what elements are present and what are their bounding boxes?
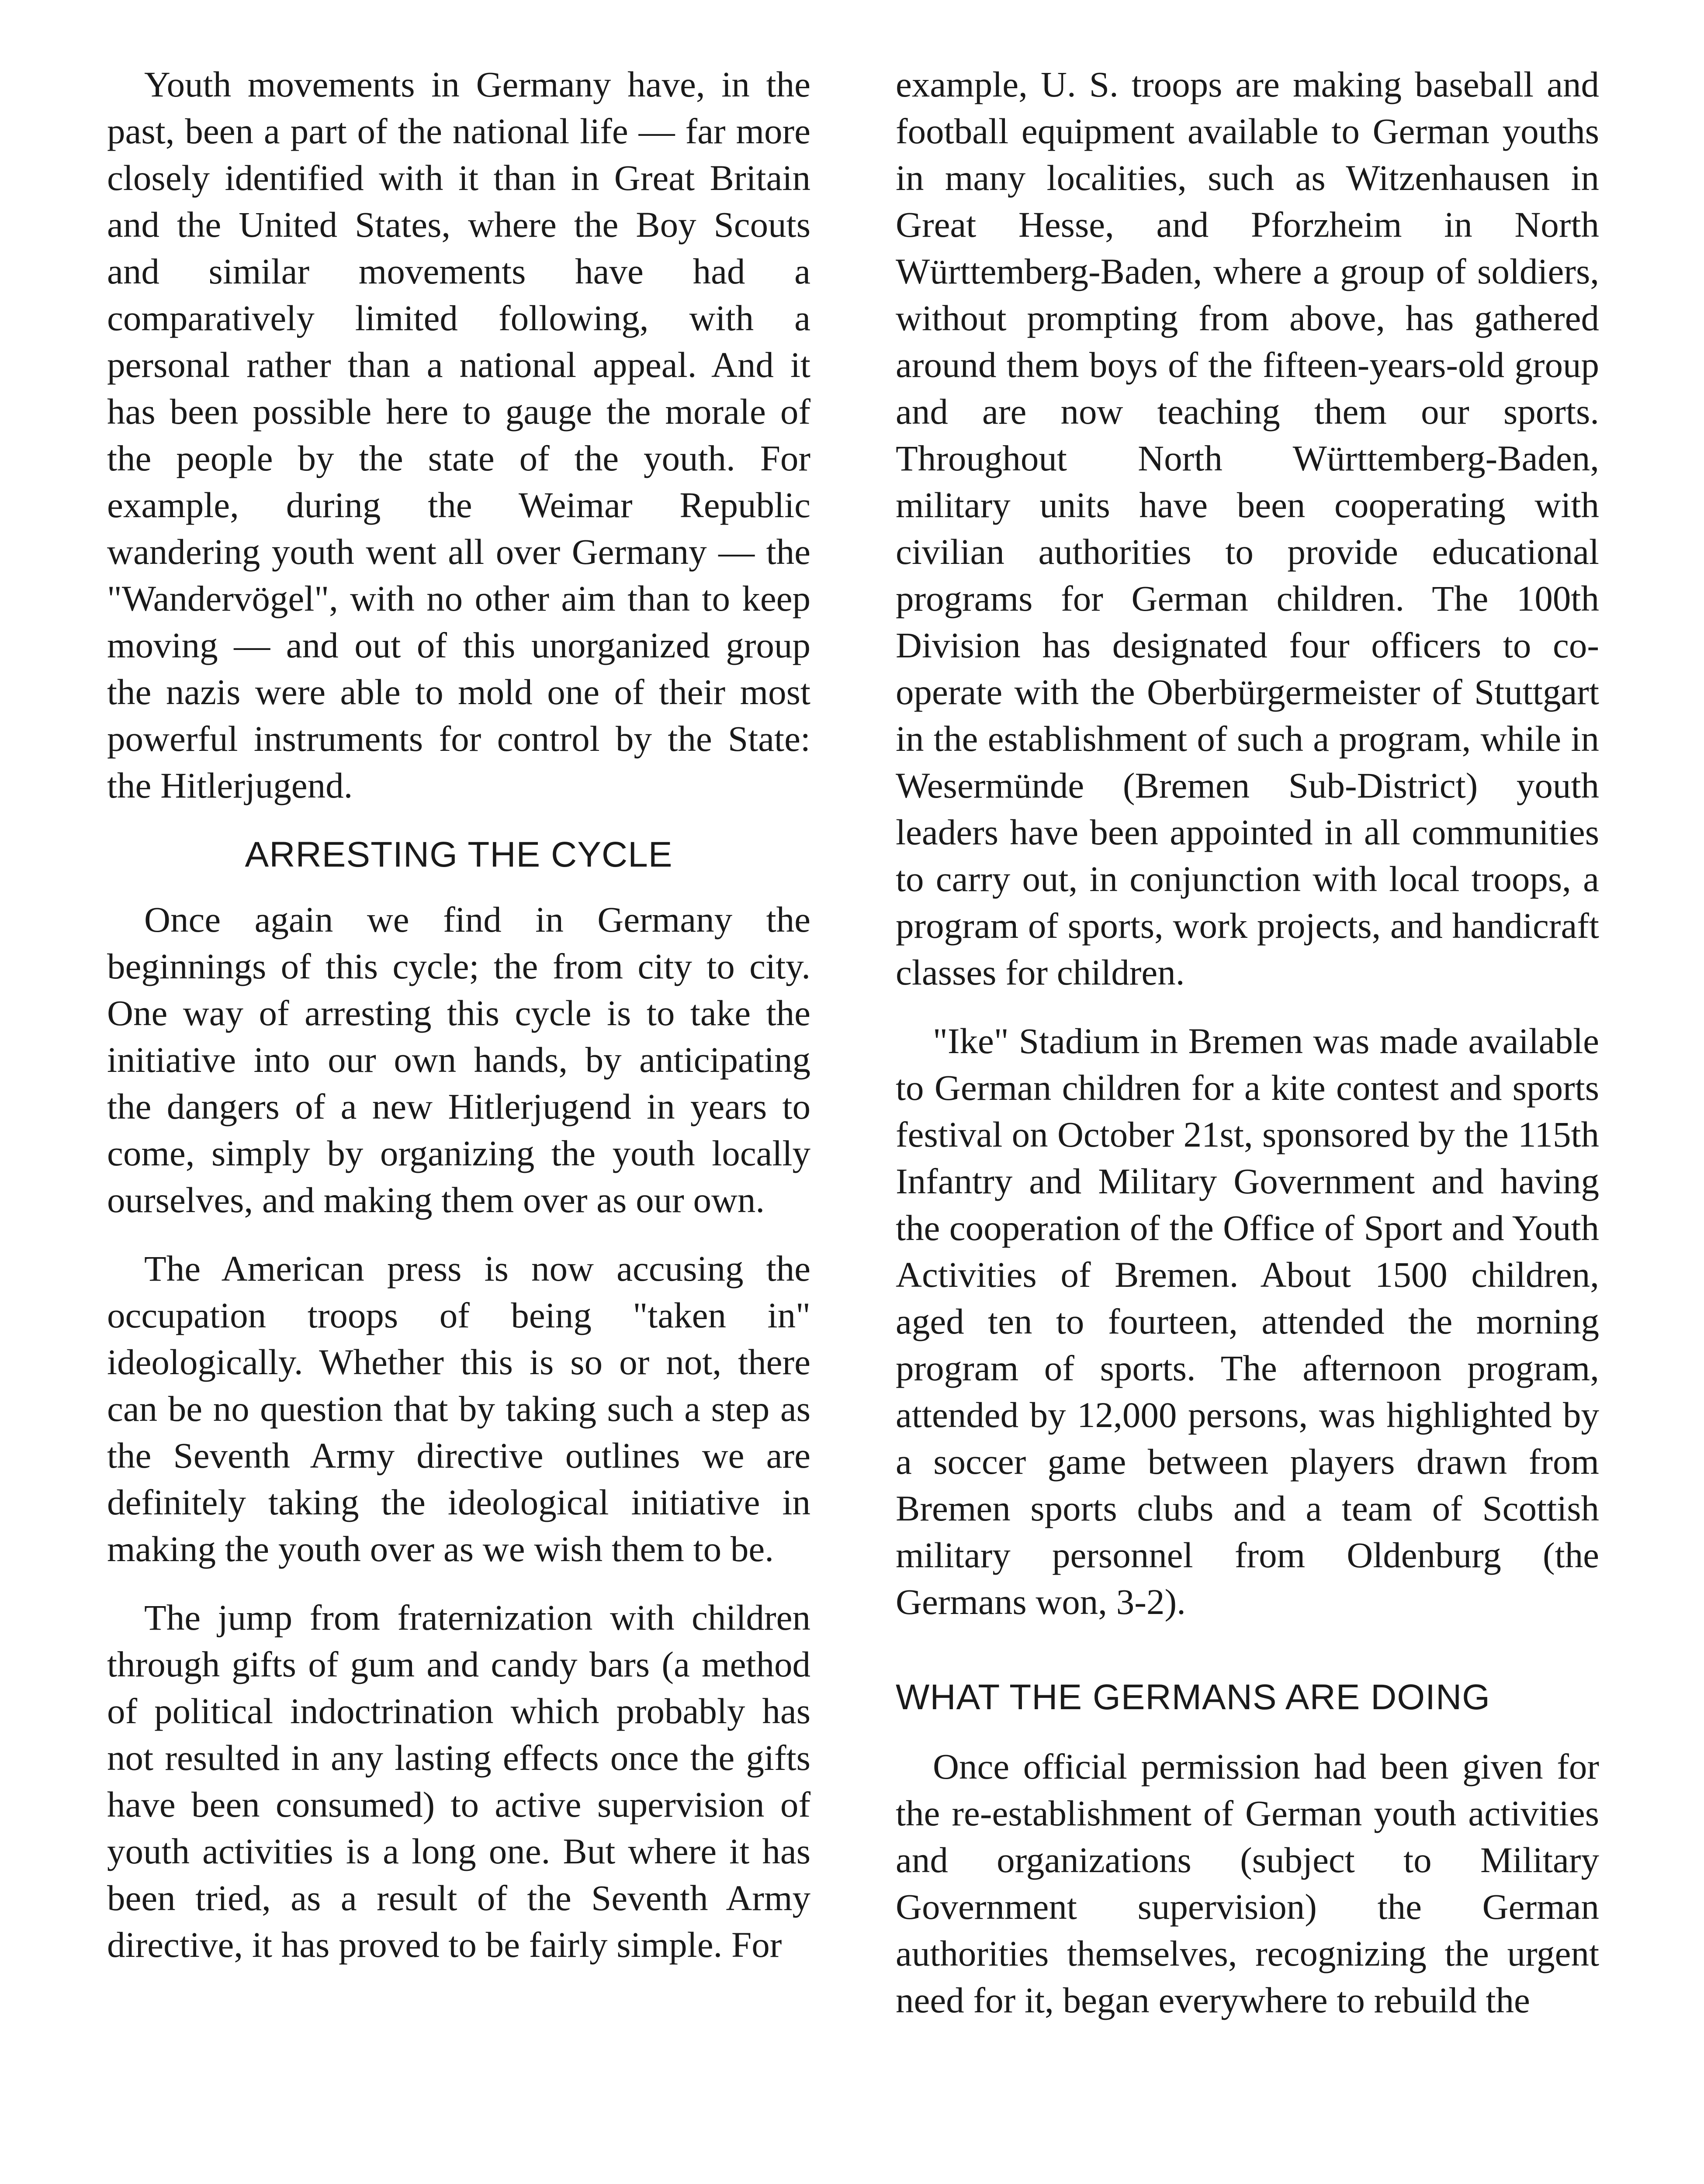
- paragraph-us-troops-example: example, U. S. troops are making baseball and football equipment available to German youths in many localities, such as Witzenhausen in Great Hesse, and Pforzheim in North Württemberg-Baden, where a group of soldiers, without prompting from above, has gathered around them boys of the fifteen-years-old group and are now teaching them our sports. Throughout North Württemberg-Baden, military units have been cooperating with civilian authorities to provide educational programs for German children. The 100th Division has designated four officers to co-operate with the Oberbürgermeister of Stuttgart in the establishment of such a program, while in Wesermünde (Bremen Sub-District) youth leaders have been appointed in all communities to carry out, in conjunction with local troops, a program of sports, work projects, and handicraft classes for children.: [896, 64, 1599, 992]
- paragraph-american-press: The American press is now accusing the occupation troops of being "taken in" ideologically. Whether this is so or not, there can be no question that by taking such a step as the Seventh Army directive outlines we are definitely taking the ideological initiative in making the youth over as we wish them to be.: [107, 1248, 810, 1569]
- paragraph-official-permission: Once official permission had been given for the re-establishment of German youth activities and organizations (subject to Military Government supervision) the German authorities themselves, recognizing the urgent need for it, began everywhere to rebuild the: [896, 1746, 1599, 2020]
- paragraph-ike-stadium: "Ike" Stadium in Bremen was made available to German children for a kite contest and sports festival on October 21st, sponsored by the 115th Infantry and Military Government and having the cooperation of the Office of Sport and Youth Activities of Bremen. About 1500 children, aged ten to fourteen, attended the morning program of sports. The afternoon program, attended by 12,000 persons, was highlighted by a soccer game between players drawn from Bremen sports clubs and a team of Scottish military personnel from Oldenburg (the Germans won, 3-2).: [896, 1021, 1599, 1622]
- paragraph-youth-movements: Youth movements in Germany have, in the past, been a part of the national life — far more closely identified with it than in Great Britain and the United States, where the Boy Scouts and similar movements have had a comparatively limited following, with a personal rather than a national appeal. And it has been possible here to gauge the morale of the people by the state of the youth. For example, during the Weimar Republic wandering youth went all over Germany — the "Wandervögel", with no other aim than to keep moving — and out of this unorganized group the nazis were able to mold one of their most powerful instruments for control by the State: the Hitlerjugend.: [107, 64, 810, 805]
- right-column: [896, 61, 1599, 2046]
- heading-what-the-germans-are-doing: WHAT THE GERMANS ARE DOING: [896, 1677, 1490, 1717]
- heading-arresting-the-cycle: ARRESTING THE CYCLE: [245, 835, 673, 874]
- left-column: [107, 61, 810, 1990]
- paragraph-once-again: Once again we find in Germany the beginnings of this cycle; the from city to city. One way of arresting this cycle is to take the initiative into our own hands, by anticipating the dangers of a new Hitlerjugend in years to come, simply by organizing the youth locally ourselves, and making them over as our own.: [107, 899, 810, 1220]
- paragraph-jump-from-fraternization: The jump from fraternization with children through gifts of gum and candy bars (a method of political indoctrination which probably has not resulted in any lasting effects once the gifts have been consumed) to active supervision of youth activities is a long one. But where it has been tried, as a result of the Seventh Army directive, it has proved to be fairly simple. For: [107, 1597, 810, 1965]
